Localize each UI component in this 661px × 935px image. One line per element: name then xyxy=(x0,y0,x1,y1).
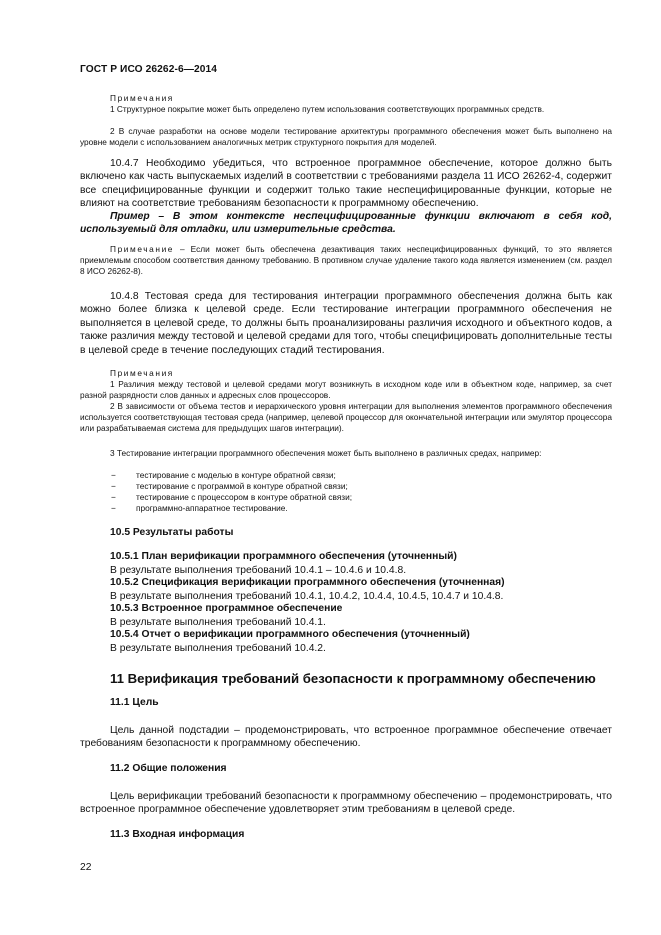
list-item: − тестирование с процессором в контуре обратной связи; xyxy=(111,492,353,502)
note-2: 2 В зависимости от объема тестов и иерархического уровня интеграции для выполнения элементов программного обеспечения используется соответствующая тестовая среда (например, целевой процессор для окончательной интеграции или эмулятор процессора или разрабатываемая система для предыдущих шагов интеграции). xyxy=(80,401,612,433)
subsection-text: В результате выполнения требований 10.4.1. xyxy=(110,617,326,628)
paragraph-11-1: Цель данной подстадии – продемонстрировать, что встроенное программное обеспечение отвечает требованиям безопасности к программному обеспечению. xyxy=(80,725,612,750)
subsection-heading: 11.1 Цель xyxy=(110,697,159,708)
subsection-heading: 10.5.1 План верификации программного обеспечения (уточненный) xyxy=(110,551,457,562)
subsection-heading: 11.2 Общие положения xyxy=(110,763,227,774)
subsection-heading: 10.5.3 Встроенное программное обеспечение xyxy=(110,603,343,614)
list-item: − тестирование с программой в контуре обратной связи; xyxy=(111,481,348,491)
note-1: 1 Различия между тестовой и целевой средами могут возникнуть в исходном коде или в объектном коде, например, за счет разной разрядности слов данных и адресных слов процессоров. xyxy=(80,379,612,400)
note-3: 3 Тестирование интеграции программного обеспечения может быть выполнено в различных средах, например: xyxy=(110,448,542,458)
note-paragraph xyxy=(80,244,612,277)
document-header: ГОСТ Р ИСО 26262-6—2014 xyxy=(80,64,218,75)
page-number: 22 xyxy=(80,862,92,873)
note-1: 1 Структурное покрытие может быть определено путем использования соответствующих программных средств. xyxy=(110,104,545,114)
subsection-text: В результате выполнения требований 10.4.1, 10.4.2, 10.4.4, 10.4.5, 10.4.7 и 10.4.8. xyxy=(110,591,504,602)
subsection-heading: 10.5.4 Отчет о верификации программного обеспечения (уточненный) xyxy=(110,629,470,640)
subsection-heading: 11.3 Входная информация xyxy=(110,829,245,840)
paragraph-10-4-8: 10.4.8 Тестовая среда для тестирования интеграции программного обеспечения должна быть как можно более близка к целевой среде. Если тестирование интеграции программного обеспечения не выполняется в целевой среде, то должны быть проанализированы различия исходного и объектного кодов, а также различия между тестовой и целевой средами для того, чтобы специфицировать дополнительные тесты в целевой среде в течение последующих стадий тестирования. xyxy=(80,291,612,356)
example-paragraph: Пример – В этом контексте неспецифицированные функции включают в себя код, используемый для отладки, или измерительные средства. xyxy=(80,211,612,236)
note-2: 2 В случае разработки на основе модели тестирование архитектуры программного обеспечения может быть выполнено на уровне модели с использованием аналогичных метрик структурного покрытия для моделей. xyxy=(80,126,612,147)
notes-title: Примечания xyxy=(110,368,174,378)
paragraph-10-4-7: 10.4.7 Необходимо убедиться, что встроенное программное обеспечение, которое должно быть включено как часть выпускаемых изделий в соответствии с требованиями раздела 11 ИСО 26262-4, содержит все специфицированные функции и содержит только такие неспецифицированные функции, которые не влияют на соответствие требованиям безопасности к программному обеспечению. xyxy=(80,158,612,210)
section-heading-11: 11 Верификация требований безопасности к программному обеспечению xyxy=(110,671,596,686)
paragraph-11-2: Цель верификации требований безопасности к программному обеспечению – продемонстрировать, что встроенное программное обеспечение удовлетворяет этим требованиям в целевой среде. xyxy=(80,791,612,816)
notes-title: Примечания xyxy=(110,93,174,103)
section-heading-10-5: 10.5 Результаты работы xyxy=(110,527,234,538)
note-text: – Если может быть обеспечена дезактивация таких неспецифицированных функций, то это является приемлемым способом соответствия данному требованию. В противном случае удаление такого кода является изменением (см. раздел 8 ИСО 26262-8). xyxy=(80,244,612,276)
list-item: − программно-аппаратное тестирование. xyxy=(111,503,288,513)
list-item: − тестирование с моделью в контуре обратной связи; xyxy=(111,470,336,480)
subsection-text: В результате выполнения требований 10.4.2. xyxy=(110,643,326,654)
subsection-heading: 10.5.2 Спецификация верификации программного обеспечения (уточненная) xyxy=(110,577,505,588)
note-label: Примечание xyxy=(110,244,175,254)
subsection-text: В результате выполнения требований 10.4.1 – 10.4.6 и 10.4.8. xyxy=(110,565,407,576)
